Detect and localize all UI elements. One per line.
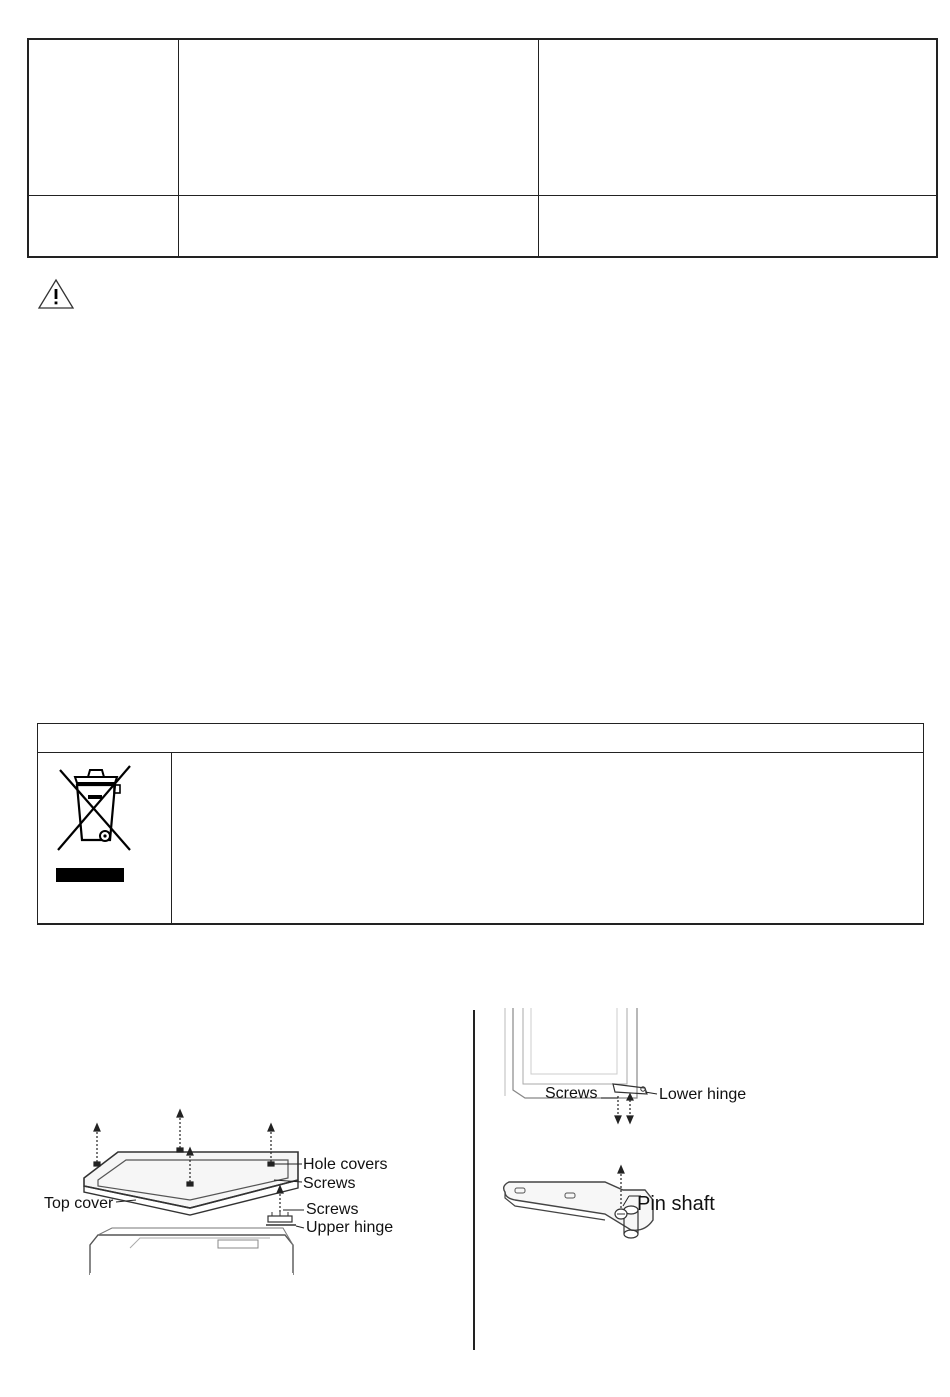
label-screws-hinge: Screws	[306, 1201, 359, 1218]
label-screws: Screws	[545, 1085, 598, 1102]
warning-triangle-icon	[37, 278, 75, 310]
table-row	[29, 196, 936, 256]
label-hole-covers: Hole covers	[303, 1156, 388, 1173]
lower-hinge-diagram	[495, 1008, 675, 1128]
pin-shaft-diagram	[495, 1160, 675, 1270]
label-screws-top: Screws	[303, 1175, 356, 1192]
crossed-out-wheelie-bin-icon	[50, 762, 140, 887]
table-row	[29, 40, 936, 195]
label-top-cover: Top cover	[44, 1195, 114, 1212]
label-upper-hinge: Upper hinge	[306, 1219, 394, 1236]
figure-divider	[473, 1010, 475, 1350]
label-pin-shaft: Pin shaft	[637, 1193, 715, 1215]
label-lower-hinge: Lower hinge	[659, 1086, 747, 1103]
